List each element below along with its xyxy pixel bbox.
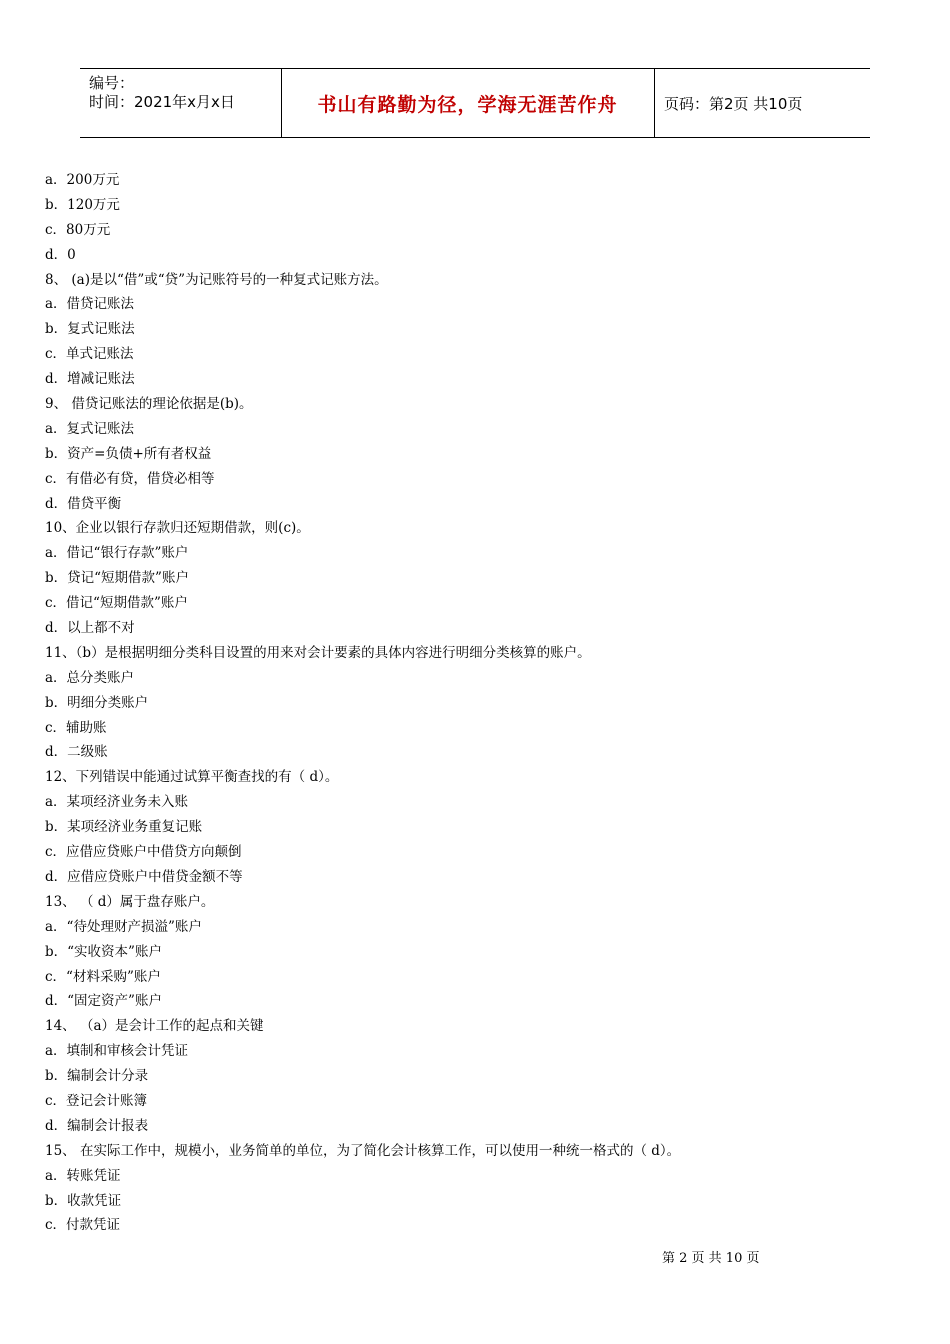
option-text: b．“实收资本”账户 — [45, 943, 162, 960]
option-text: a．转账凭证 — [45, 1167, 121, 1184]
question-text: 14、 （a）是会计工作的起点和关键 — [45, 1018, 264, 1035]
option-text: c．登记会计账簿 — [45, 1092, 148, 1109]
question-text: 10、企业以银行存款归还短期借款，则(c)。 — [45, 520, 310, 537]
option-text: d．0 — [45, 246, 76, 263]
header-left-cell — [80, 69, 282, 137]
option-text: c．有借必有贷，借贷必相等 — [45, 470, 215, 487]
option-text: b．明细分类账户 — [45, 694, 149, 711]
document-date: 时间：2021年x月x日 — [89, 93, 235, 111]
question-list — [45, 168, 885, 1238]
option-text: c．“材料采购”账户 — [45, 968, 161, 985]
header-motto-cell — [281, 69, 655, 137]
option-text: a．“待处理财产损溢”账户 — [45, 918, 202, 935]
option-text: a．200万元 — [45, 172, 120, 188]
option-text: a．借贷记账法 — [45, 296, 135, 313]
option-text: c．借记“短期借款”账户 — [45, 595, 188, 612]
option-text: b．120万元 — [45, 196, 120, 213]
option-text: c．应借应贷账户中借贷方向颠倒 — [45, 844, 242, 861]
page-footer: 第 2 页 共 10 页 — [662, 1251, 760, 1266]
option-text: a．借记“银行存款”账户 — [45, 545, 189, 562]
motto-text: 书山有路勤为径，学海无涯苦作舟 — [317, 93, 618, 116]
option-text: c．80万元 — [45, 221, 111, 238]
option-text: a．总分类账户 — [45, 669, 135, 686]
option-text: d．编制会计报表 — [45, 1117, 149, 1134]
option-text: d．二级账 — [45, 744, 108, 761]
option-text: d．借贷平衡 — [45, 495, 122, 512]
option-text: b．收款凭证 — [45, 1192, 122, 1209]
document-number-label: 编号： — [89, 74, 135, 92]
option-text: a．某项经济业务未入账 — [45, 794, 189, 811]
option-text: b．复式记账法 — [45, 321, 135, 338]
option-text: d．以上都不对 — [45, 620, 135, 637]
page-header — [80, 68, 870, 138]
question-text: 15、 在实际工作中，规模小，业务简单的单位，为了简化会计核算工作，可以使用一种统一格式的（ d）。 — [45, 1142, 681, 1159]
option-text: d．增减记账法 — [45, 371, 135, 388]
option-text: a．复式记账法 — [45, 420, 135, 437]
option-text: a．填制和审核会计凭证 — [45, 1043, 189, 1060]
option-text: c．单式记账法 — [45, 346, 134, 363]
option-text: d．“固定资产”账户 — [45, 993, 162, 1010]
question-text: 9、 借贷记账法的理论依据是(b)。 — [45, 396, 253, 413]
header-page-cell — [655, 69, 870, 137]
question-text: 11、（b）是根据明细分类科目设置的用来对会计要素的具体内容进行明细分类核算的账户。 — [45, 644, 591, 661]
option-text: b．某项经济业务重复记账 — [45, 819, 203, 836]
question-text: 13、 （ d）属于盘存账户。 — [45, 893, 215, 910]
header-page-info: 页码：第2页 共10页 — [664, 94, 803, 113]
question-text: 8、 (a)是以“借”或“贷”为记账符号的一种复式记账方法。 — [45, 271, 388, 288]
option-text: b．资产=负债+所有者权益 — [45, 445, 212, 462]
option-text: b．编制会计分录 — [45, 1068, 149, 1085]
option-text: c．辅助账 — [45, 719, 107, 736]
option-text: c．付款凭证 — [45, 1217, 121, 1234]
option-text: d．应借应贷账户中借贷金额不等 — [45, 868, 243, 885]
question-text: 12、下列错误中能通过试算平衡查找的有（ d）。 — [45, 769, 339, 786]
option-text: b．贷记“短期借款”账户 — [45, 570, 189, 587]
